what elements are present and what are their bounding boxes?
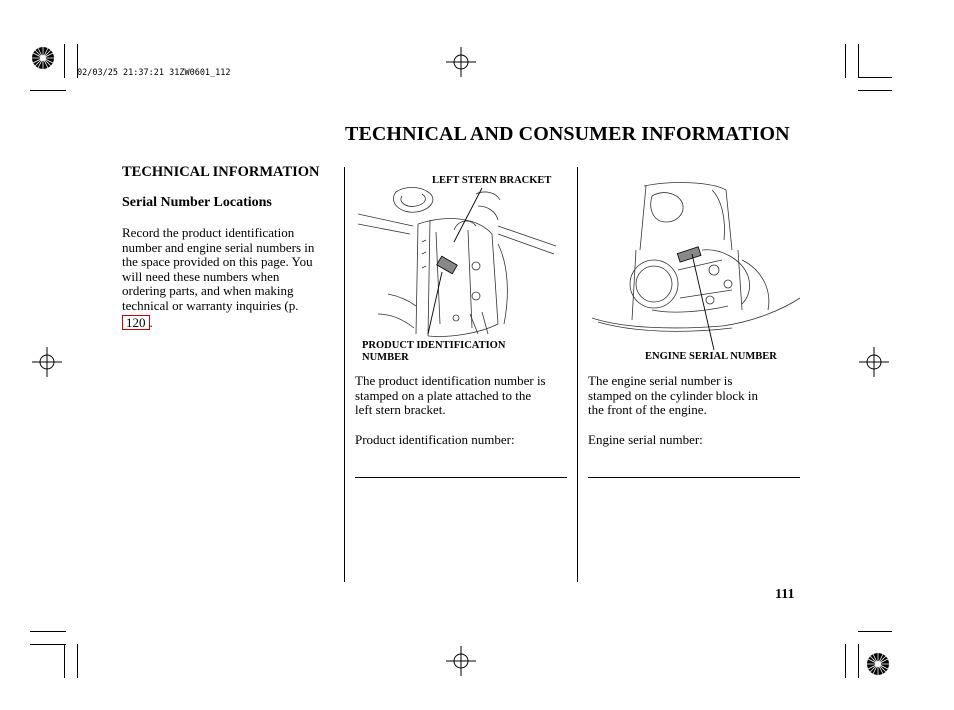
crosshair-target-icon xyxy=(859,347,889,377)
engine-serial-description: The engine serial number is stamped on the cylinder block in the front of the engine. xyxy=(588,373,759,418)
section-heading: TECHNICAL INFORMATION xyxy=(122,164,320,180)
left-stern-bracket-label: LEFT STERN BRACKET xyxy=(432,175,552,186)
product-id-field-label: Product identification number: xyxy=(355,432,515,447)
engine-serial-field-label: Engine serial number: xyxy=(588,432,703,447)
intro-paragraph: Record the product identification number and engine serial numbers in the space provided on this page. You will need these numbers when ordering parts, and when making technical or warranty inquiries (p. 120 . xyxy=(122,225,315,330)
crosshair-target-icon xyxy=(446,47,476,77)
product-id-label: PRODUCT IDENTIFICATION NUMBER xyxy=(362,340,506,363)
crosshair-target-icon xyxy=(32,347,62,377)
starburst-target-icon xyxy=(866,652,890,676)
crosshair-target-icon xyxy=(446,646,476,676)
stern-bracket-illustration xyxy=(358,184,562,340)
page-reference-link[interactable]: 120 xyxy=(122,315,150,330)
engine-serial-write-line[interactable] xyxy=(588,477,800,478)
engine-illustration xyxy=(592,180,800,350)
page-title: TECHNICAL AND CONSUMER INFORMATION xyxy=(345,123,790,145)
column-divider xyxy=(577,167,578,582)
section-subheading: Serial Number Locations xyxy=(122,195,272,210)
product-id-description: The product identification number is stamped on a plate attached to the left stern bracket. xyxy=(355,373,546,418)
print-stamp: 02/03/25 21:37:21 31ZW0601_112 xyxy=(77,68,231,78)
column-divider xyxy=(344,167,345,582)
page-number: 111 xyxy=(775,587,795,602)
product-id-write-line[interactable] xyxy=(355,477,567,478)
engine-serial-label: ENGINE SERIAL NUMBER xyxy=(645,351,777,362)
starburst-target-icon xyxy=(31,46,55,70)
